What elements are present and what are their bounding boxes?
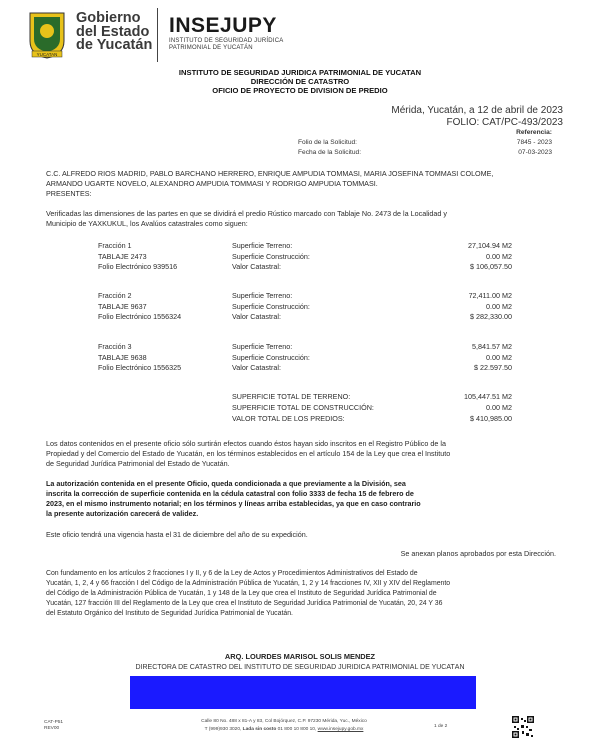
value-valor: $ 22,597.50	[474, 363, 512, 371]
value-terreno: 5,841.57 M2	[472, 342, 512, 351]
total-terreno-value: 105,447.51 M2	[464, 392, 512, 401]
folio-solicitud-label: Folio de la Solicitud:	[298, 139, 358, 146]
label-construccion: Superficie Construcción:	[232, 251, 310, 261]
signer-name: ARQ. LOURDES MARISOL SOLIS MENDEZ	[224, 652, 376, 661]
footer-address: Calle 80 No. 488 x 81-A y 83, Col Bojórquez, C.P. 97230 Mérida, Yuc., México T (999)930 3020, Lada sin costo 01 800 10 800 10, www.insejupy.gob.mx	[201, 719, 367, 732]
value-construccion: 0.00 M2	[486, 352, 512, 362]
total-construccion-label: SUPERFICIE TOTAL DE CONSTRUCCIÓN:	[232, 403, 374, 412]
fraction-folio: Folio Electrónico 1556324	[98, 312, 182, 322]
label-construccion: Superficie Construcción:	[232, 301, 310, 311]
conditional-authorization-paragraph: La autorización contenida en el presente Oficio, queda condicionada a que previamente a la División, sea inscrita la corrección de superficie contenida en la cédula catastral con folio 3333 de fecha 15 de febrero de 2023, en el mismo instrumento notarial; en los términos y líneas arriba establecidas, ya que en caso contrario la presente autorización carecerá de validez.	[46, 479, 421, 518]
fecha-solicitud-value: 07-03-2023	[518, 149, 552, 155]
signer-title: DIRECTORA DE CATASTRO DEL INSTITUTO DE SEGURIDAD JURÍDICA PATRIMONIAL DE YUCATÁN	[135, 664, 465, 671]
fraction-tablaje: TABLAJE 9637	[98, 301, 147, 311]
label-valor: Valor Catastral:	[232, 363, 281, 371]
fecha-solicitud-label: Fecha de la Solicitud:	[298, 149, 362, 155]
registration-paragraph: Los datos contenidos en el presente oficio sólo surtirán efectos cuando éstos hayan sido inscritos en el Registro Público de la Propiedad y del Comercio del Estado de Yucatán, en los términos establecidos en el artículo 154 de la Ley que crea el Instituto de Seguridad Jurídica Patrimonial del Estado de Yucatán.	[46, 439, 451, 468]
fraction-folio: Folio Electrónico 939516	[98, 262, 178, 272]
page-number: 1 de 2	[434, 724, 448, 729]
legal-basis-paragraph: Con fundamento en los artículos 2 fracciones I y II, y 6 de la Ley de Actos y Procedimientos Administrativos del Estado de Yucatán, 1, 2, 4 y 66 fracción I del Código de la Administración Pública de Yucatán, 1, 2 y 14 fracciones IV, XII y XIV del Reglamento del Código de la Administración Pública de Yucatán, 1 y 148 de la Ley que crea el Instituto de Seguridad Jurídica Patrimonial de Yucatán, 127 fracción III del Reglamento de la Ley que crea el Instituto de Seguridad Jurídica Patrimonial de Yucatán, 20, 24 Y 36 del Estatuto Orgánico del Instituto de Seguridad Jurídica Patrimonial de Yucatán.	[46, 570, 451, 617]
fraction-folio: Folio Electrónico 1556325	[98, 363, 182, 371]
document-title: INSTITUTO DE SEGURIDAD JURIDICA PATRIMONIAL DE YUCATAN DIRECCIÓN DE CATASTRO OFICIO DE PROYECTO DE DIVISION DE PREDIO	[178, 68, 422, 95]
government-name: Gobierno del Estado de Yucatán	[76, 10, 153, 53]
label-valor: Valor Catastral:	[232, 312, 281, 322]
fraction-tablaje: TABLAJE 2473	[98, 251, 147, 261]
folio-solicitud-value: 7845 - 2023	[516, 139, 552, 146]
value-construccion: 0.00 M2	[486, 301, 512, 311]
institute-subtitle: INSTITUTO DE SEGURIDAD JURÍDICA PATRIMONIAL DE YUCATÁN	[169, 38, 284, 51]
footer-doc-code: CAT-P51 REV00	[44, 720, 64, 731]
redaction-block	[130, 676, 476, 709]
value-valor: $ 282,330.00	[470, 312, 512, 322]
total-valor-label: VALOR TOTAL DE LOS PREDIOS:	[232, 414, 345, 423]
label-construccion: Superficie Construcción:	[232, 352, 310, 362]
fraction-name: Fracción 2	[98, 291, 132, 300]
fraction-name: Fracción 1	[98, 241, 132, 250]
intro-paragraph: Verificadas las dimensiones de las partes en que se dividirá el predio Rústico marcado con Tablaje No. 2473 de la Localidad y Municipio de YAXKUKUL, los Avalúos catastrales como siguen:	[46, 209, 448, 228]
institute-short-name: INSEJUPY	[169, 14, 277, 37]
value-terreno: 72,411.00 M2	[468, 291, 512, 300]
fraction-tablaje: TABLAJE 9638	[98, 352, 147, 362]
fraction-3	[98, 342, 512, 374]
total-construccion-value: 0.00 M2	[486, 403, 512, 412]
fraction-1	[98, 241, 512, 273]
fraction-name: Fracción 3	[98, 342, 132, 351]
label-terreno: Superficie Terreno:	[232, 291, 293, 300]
shield-label: YUCATAN	[36, 52, 58, 57]
fraction-2	[98, 291, 512, 323]
total-terreno-label: SUPERFICIE TOTAL DE TERRENO:	[232, 392, 351, 401]
value-terreno: 27,104.94 M2	[468, 241, 512, 250]
totals	[232, 392, 512, 426]
attachments-statement: Se anexan planos aprobados por esta Dirección.	[400, 549, 556, 558]
value-construccion: 0.00 M2	[486, 251, 512, 261]
folio-number: FOLIO: CAT/PC-493/2023	[446, 117, 563, 128]
validity-statement: Este oficio tendrá una vigencia hasta el 31 de diciembre del año de su expedición.	[46, 530, 308, 539]
qr-code-icon	[512, 716, 534, 738]
addressees: C.C. ALFREDO RIOS MADRID, PABLO BARCHANO HERRERO, ENRIQUE AMPUDIA TOMMASI, MARIA JOSEFINA TOMMASI COLOME, ARMANDO UGARTE NOVELO, ALEXANDRO AMPUDIA TOMMASI Y RODRIGO AMPUDIA TOMMASI. PRESENTES:	[46, 169, 494, 198]
label-valor: Valor Catastral:	[232, 262, 281, 272]
label-terreno: Superficie Terreno:	[232, 342, 293, 351]
referencia-label: Referencia:	[516, 129, 552, 136]
value-valor: $ 106,057.50	[470, 262, 512, 272]
place-date: Mérida, Yucatán, a 12 de abril de 2023	[391, 105, 563, 116]
header-divider	[157, 8, 158, 62]
total-valor-value: $ 410,985.00	[470, 414, 512, 423]
label-terreno: Superficie Terreno:	[232, 241, 293, 250]
website-link[interactable]: www.insejupy.gob.mx	[317, 727, 364, 732]
yucatan-shield-logo	[28, 11, 66, 59]
